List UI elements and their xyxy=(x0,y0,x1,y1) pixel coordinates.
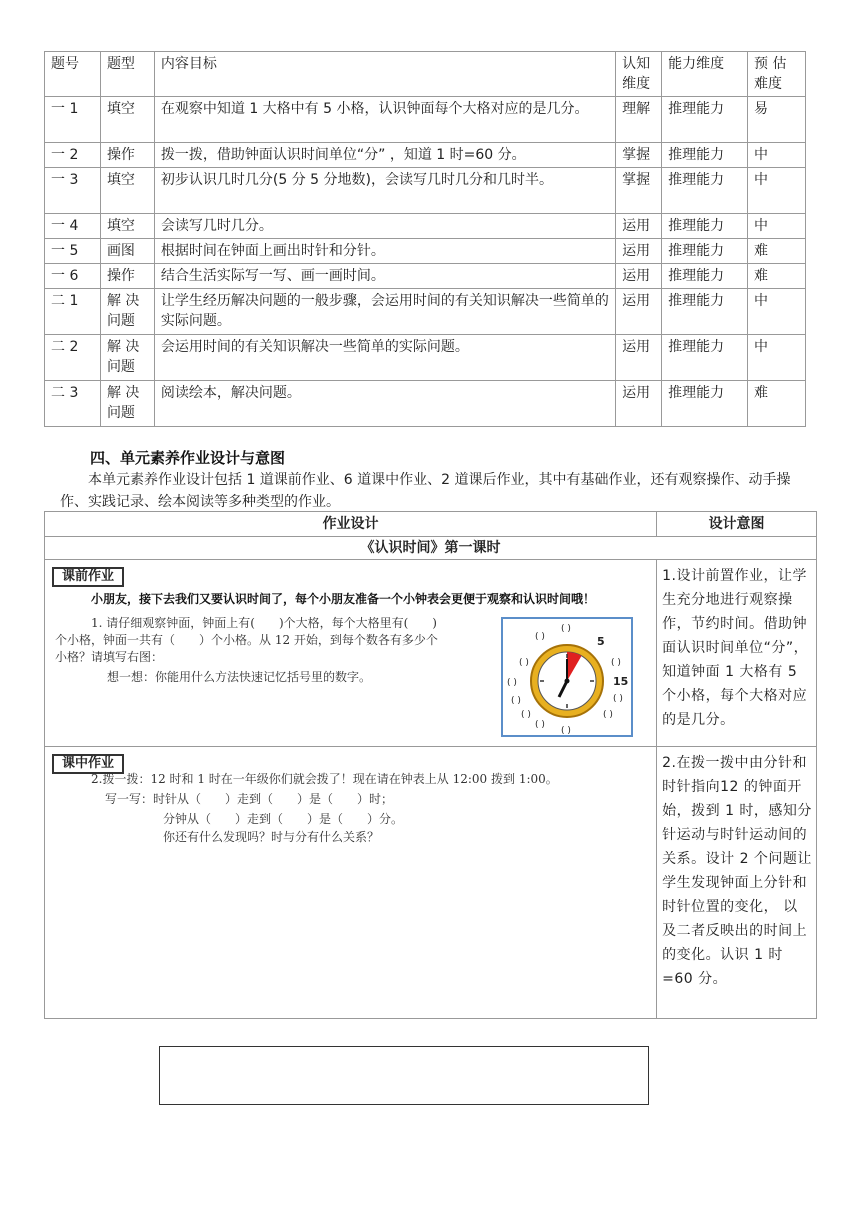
cell-goal: 阅读绘本，解决问题。 xyxy=(154,381,615,427)
header-cell: 预 估难度 xyxy=(748,52,806,97)
header-design: 作业设计 xyxy=(45,512,657,537)
clock-five-label: 5 xyxy=(597,635,605,648)
cell-cognition: 运用 xyxy=(616,335,662,381)
cell-goal: 初步认识几时几分(5 分 5 分地数)，会读写几时几分和几时半。 xyxy=(154,168,615,214)
clock-paren-label: ( ) xyxy=(561,726,571,735)
cell-ability: 推理能力 xyxy=(662,264,748,289)
cell-cognition: 掌握 xyxy=(616,168,662,214)
cell-type: 操作 xyxy=(100,143,154,168)
objectives-table xyxy=(44,51,806,427)
cell-goal: 根据时间在钟面上画出时针和分针。 xyxy=(154,239,615,264)
pre-homework-cell xyxy=(45,560,657,747)
table-row xyxy=(45,289,806,335)
cell-cognition: 运用 xyxy=(616,239,662,264)
clock-figure xyxy=(501,617,633,737)
clock-paren-label: ( ) xyxy=(535,632,545,642)
cell-number: 一 6 xyxy=(45,264,101,289)
think-prompt: 想一想：你能用什么方法快速记忆括号里的数字。 xyxy=(107,670,372,684)
cell-difficulty: 中 xyxy=(748,335,806,381)
cell-number: 一 5 xyxy=(45,239,101,264)
cell-number: 一 1 xyxy=(45,97,101,143)
cell-cognition: 运用 xyxy=(616,381,662,427)
cell-number: 一 3 xyxy=(45,168,101,214)
clock-paren-label: ( ) xyxy=(507,678,517,688)
cell-ability: 推理能力 xyxy=(662,335,748,381)
table-row xyxy=(45,214,806,239)
cell-ability: 推理能力 xyxy=(662,143,748,168)
cell-difficulty: 难 xyxy=(748,381,806,427)
table-row xyxy=(45,143,806,168)
cell-type: 操作 xyxy=(100,264,154,289)
cell-ability: 推理能力 xyxy=(662,97,748,143)
section-paragraph: 本单元素养作业设计包括 1 道课前作业、6 道课中作业、2 道课后作业，其中有基础作业，还有观察操作、动手操作、实践记录、绘本阅读等多种类型的作业。 xyxy=(60,472,791,510)
cell-type: 填空 xyxy=(100,214,154,239)
header-cell: 题型 xyxy=(100,52,154,97)
table-row xyxy=(45,97,806,143)
header-cell: 能力维度 xyxy=(662,52,748,97)
cell-difficulty: 难 xyxy=(748,264,806,289)
cell-ability: 推理能力 xyxy=(662,381,748,427)
cell-ability: 推理能力 xyxy=(662,214,748,239)
inclass-homework-cell xyxy=(45,747,657,1019)
inclass-homework-badge: 课中作业 xyxy=(52,754,124,774)
clock-paren-label: ( ) xyxy=(603,710,613,720)
header-cell: 内容目标 xyxy=(154,52,615,97)
lesson-title: 《认识时间》第一课时 xyxy=(45,537,817,560)
question-1-line: 个小格，钟面一共有（ ）个小格。从 12 开始，到每个数各有多少个 xyxy=(55,633,438,647)
cell-cognition: 运用 xyxy=(616,214,662,239)
cell-number: 一 4 xyxy=(45,214,101,239)
cell-goal: 会读写几时几分。 xyxy=(154,214,615,239)
cell-ability: 推理能力 xyxy=(662,289,748,335)
table-row xyxy=(45,264,806,289)
cell-difficulty: 易 xyxy=(748,97,806,143)
clock-paren-label: ( ) xyxy=(519,658,529,668)
clock-paren-label: ( ) xyxy=(511,696,521,706)
cell-goal: 在观察中知道 1 大格中有 5 小格，认识钟面每个大格对应的是几分。 xyxy=(154,97,615,143)
cell-number: 二 1 xyxy=(45,289,101,335)
table-row xyxy=(45,239,806,264)
clock-paren-label: ( ) xyxy=(611,658,621,668)
table-row xyxy=(45,335,806,381)
cell-number: 一 2 xyxy=(45,143,101,168)
header-cell: 认知维度 xyxy=(616,52,662,97)
cell-type: 填空 xyxy=(100,97,154,143)
section-title: 四、单元素养作业设计与意图 xyxy=(90,449,286,467)
cell-goal: 会运用时间的有关知识解决一些简单的实际问题。 xyxy=(154,335,615,381)
cell-type: 画图 xyxy=(100,239,154,264)
cell-type: 解 决问题 xyxy=(100,381,154,427)
question-2-line: 2.拨一拨：12 时和 1 时在一年级你们就会拨了！现在请在钟表上从 12:00 拨到 1:00。 xyxy=(91,772,558,786)
cell-difficulty: 中 xyxy=(748,143,806,168)
clock-paren-label: ( ) xyxy=(535,720,545,730)
question-1-line: 小格？请填写右图： xyxy=(55,650,164,664)
clock-face-icon xyxy=(531,645,603,717)
question-1-line: 1. 请仔细观察钟面，钟面上有( )个大格，每个大格里有( ) xyxy=(91,616,437,630)
cell-number: 二 3 xyxy=(45,381,101,427)
header-cell: 题号 xyxy=(45,52,101,97)
cell-difficulty: 中 xyxy=(748,289,806,335)
question-2-line: 写一写：时针从（ ）走到（ ）是（ ）时； xyxy=(105,792,394,806)
pre-homework-badge: 课前作业 xyxy=(52,567,124,587)
cell-cognition: 掌握 xyxy=(616,143,662,168)
question-2-line: 你还有什么发现吗？时与分有什么关系？ xyxy=(163,830,380,844)
cell-difficulty: 中 xyxy=(748,214,806,239)
pre-intent: 1.设计前置作业，让学生充分地进行观察操作，节约时间。借助钟面认识时间单位“分”，知道钟面 1 大格有 5 个小格，每个大格对应的是几分。 xyxy=(657,560,817,747)
cell-ability: 推理能力 xyxy=(662,239,748,264)
inclass-intent: 2.在拨一拨中由分针和时针指向12 的钟面开始，拨到 1 时，感知分针运动与时针运动间的关系。设计 2 个问题让学生发现钟面上分针和时针位置的变化， 以及二者反映出的时间上的变化。认识 1 时=60 分。 xyxy=(657,747,817,1019)
cell-type: 填空 xyxy=(100,168,154,214)
clock-fifteen-label: 15 xyxy=(613,675,629,688)
cell-type: 解 决问题 xyxy=(100,289,154,335)
clock-paren-label: ( ) xyxy=(561,624,571,634)
cell-cognition: 理解 xyxy=(616,97,662,143)
question-2-line: 分钟从（ ）走到（ ）是（ ）分。 xyxy=(163,812,404,826)
answer-box[interactable] xyxy=(159,1046,649,1105)
cell-number: 二 2 xyxy=(45,335,101,381)
pre-intro: 小朋友，接下去我们又要认识时间了，每个小朋友准备一个小钟表会更便于观察和认识时间哦！ xyxy=(91,592,596,606)
cell-cognition: 运用 xyxy=(616,289,662,335)
cell-difficulty: 中 xyxy=(748,168,806,214)
cell-ability: 推理能力 xyxy=(662,168,748,214)
cell-goal: 结合生活实际写一写、画一画时间。 xyxy=(154,264,615,289)
table-header-row xyxy=(45,52,806,97)
cell-cognition: 运用 xyxy=(616,264,662,289)
table-row xyxy=(45,381,806,427)
cell-goal: 拨一拨，借助钟面认识时间单位“分” ，知道 1 时=60 分。 xyxy=(154,143,615,168)
homework-table xyxy=(44,511,817,1019)
clock-paren-label: ( ) xyxy=(521,710,531,720)
header-intent: 设计意图 xyxy=(657,512,817,537)
cell-difficulty: 难 xyxy=(748,239,806,264)
table-row xyxy=(45,168,806,214)
cell-goal: 让学生经历解决问题的一般步骤，会运用时间的有关知识解决一些简单的实际问题。 xyxy=(154,289,615,335)
cell-type: 解 决问题 xyxy=(100,335,154,381)
clock-paren-label: ( ) xyxy=(613,694,623,704)
